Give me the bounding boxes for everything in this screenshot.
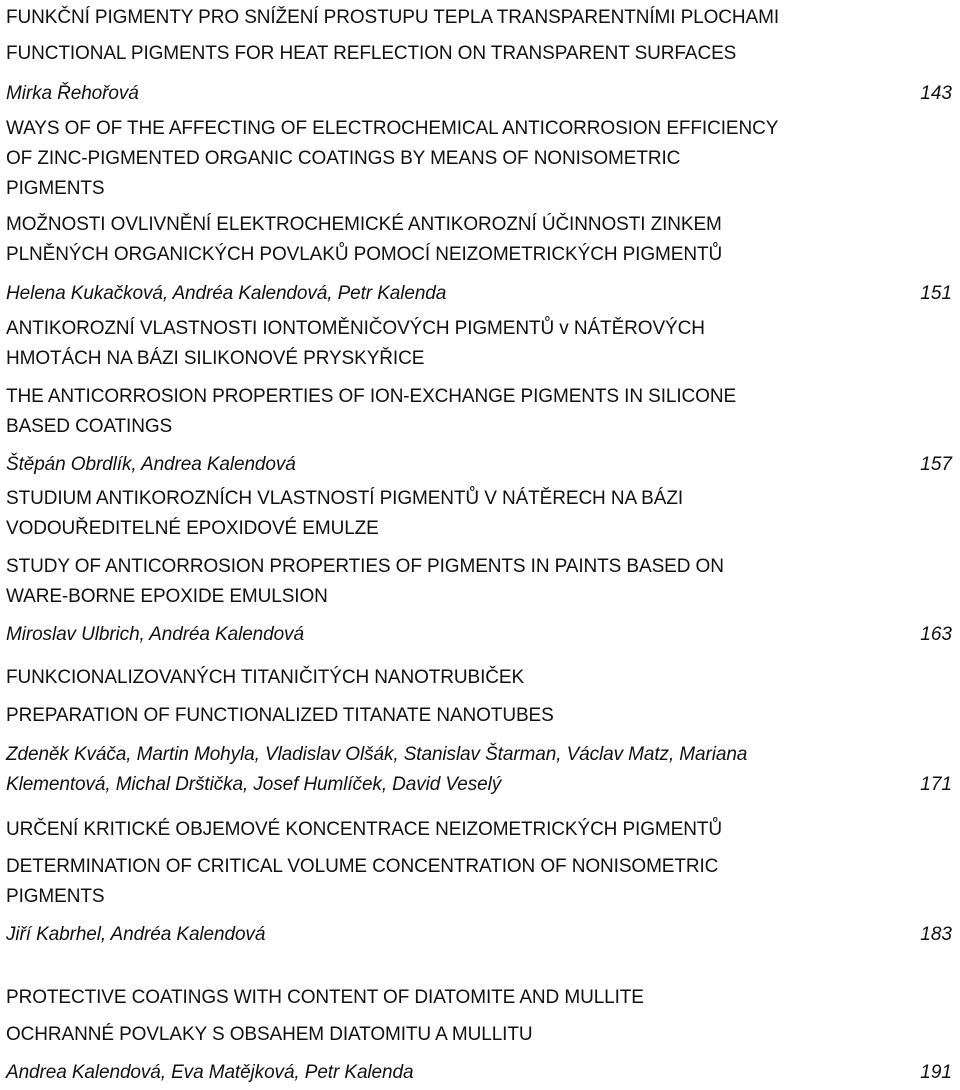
entry-title-line: PREPARATION OF FUNCTIONALIZED TITANATE NANOTUBES [6,705,554,726]
entry-title-line: BASED COATINGS [6,416,173,437]
entry-title-line: OCHRANNÉ POVLAKY S OBSAHEM DIATOMITU A MULLITU [6,1024,533,1045]
entry-title-line: WAYS OF OF THE AFFECTING OF ELECTROCHEMICAL ANTICORROSION EFFICIENCY [6,118,779,139]
entry-page-number: 143 [920,83,952,104]
entry-title-line: MOŽNOSTI OVLIVNĚNÍ ELEKTROCHEMICKÉ ANTIKOROZNÍ ÚČINNOSTI ZINKEM [6,214,722,235]
entry-title-line: VODOUŘEDITELNÉ EPOXIDOVÉ EMULZE [6,518,379,539]
entry-authors: Štěpán Obrdlík, Andrea Kalendová [6,454,296,475]
entry-title-line: PIGMENTS [6,886,105,907]
entry-title-line: DETERMINATION OF CRITICAL VOLUME CONCENTRATION OF NONISOMETRIC [6,856,719,877]
entry-title-line: WARE-BORNE EPOXIDE EMULSION [6,586,328,607]
entry-page-number: 183 [920,924,952,945]
entry-title-line: PLNĚNÝCH ORGANICKÝCH POVLAKŮ POMOCÍ NEIZOMETRICKÝCH PIGMENTŮ [6,244,723,265]
entry-page-number: 151 [920,283,952,304]
entry-authors: Klementová, Michal Drštička, Josef Humlíček, David Veselý [6,774,502,795]
entry-title-line: ANTIKOROZNÍ VLASTNOSTI IONTOMĚNIČOVÝCH PIGMENTŮ v NÁTĚROVÝCH [6,318,705,339]
entry-title-line: FUNKCIONALIZOVANÝCH TITANIČITÝCH NANOTRUBIČEK [6,667,525,688]
entry-title-line: PROTECTIVE COATINGS WITH CONTENT OF DIATOMITE AND MULLITE [6,987,644,1008]
entry-authors: Andrea Kalendová, Eva Matějková, Petr Kalenda [6,1062,414,1083]
entry-authors: Mirka Řehořová [6,83,139,104]
entry-title-line: URČENÍ KRITICKÉ OBJEMOVÉ KONCENTRACE NEIZOMETRICKÝCH PIGMENTŮ [6,819,722,840]
entry-title-line: FUNCTIONAL PIGMENTS FOR HEAT REFLECTION ON TRANSPARENT SURFACES [6,43,737,64]
entry-page-number: 171 [920,774,952,795]
entry-title-line: FUNKČNÍ PIGMENTY PRO SNÍŽENÍ PROSTUPU TEPLA TRANSPARENTNÍMI PLOCHAMI [6,7,780,28]
entry-authors: Helena Kukačková, Andréa Kalendová, Petr Kalenda [6,283,447,304]
entry-title-line: STUDY OF ANTICORROSION PROPERTIES OF PIGMENTS IN PAINTS BASED ON [6,556,724,577]
entry-title-line: STUDIUM ANTIKOROZNÍCH VLASTNOSTÍ PIGMENTŮ V NÁTĚRECH NA BÁZI [6,488,684,509]
entry-page-number: 163 [920,624,952,645]
entry-title-line: HMOTÁCH NA BÁZI SILIKONOVÉ PRYSKYŘICE [6,348,425,369]
entry-authors: Jiří Kabrhel, Andréa Kalendová [6,924,266,945]
entry-authors: Miroslav Ulbrich, Andréa Kalendová [6,624,304,645]
entry-authors: Zdeněk Kváča, Martin Mohyla, Vladislav Olšák, Stanislav Štarman, Václav Matz, Mariana [6,744,748,765]
entry-page-number: 191 [920,1062,952,1083]
entry-title-line: THE ANTICORROSION PROPERTIES OF ION-EXCHANGE PIGMENTS IN SILICONE [6,386,737,407]
entry-page-number: 157 [920,454,952,475]
entry-title-line: PIGMENTS [6,178,105,199]
entry-title-line: OF ZINC-PIGMENTED ORGANIC COATINGS BY MEANS OF NONISOMETRIC [6,148,681,169]
